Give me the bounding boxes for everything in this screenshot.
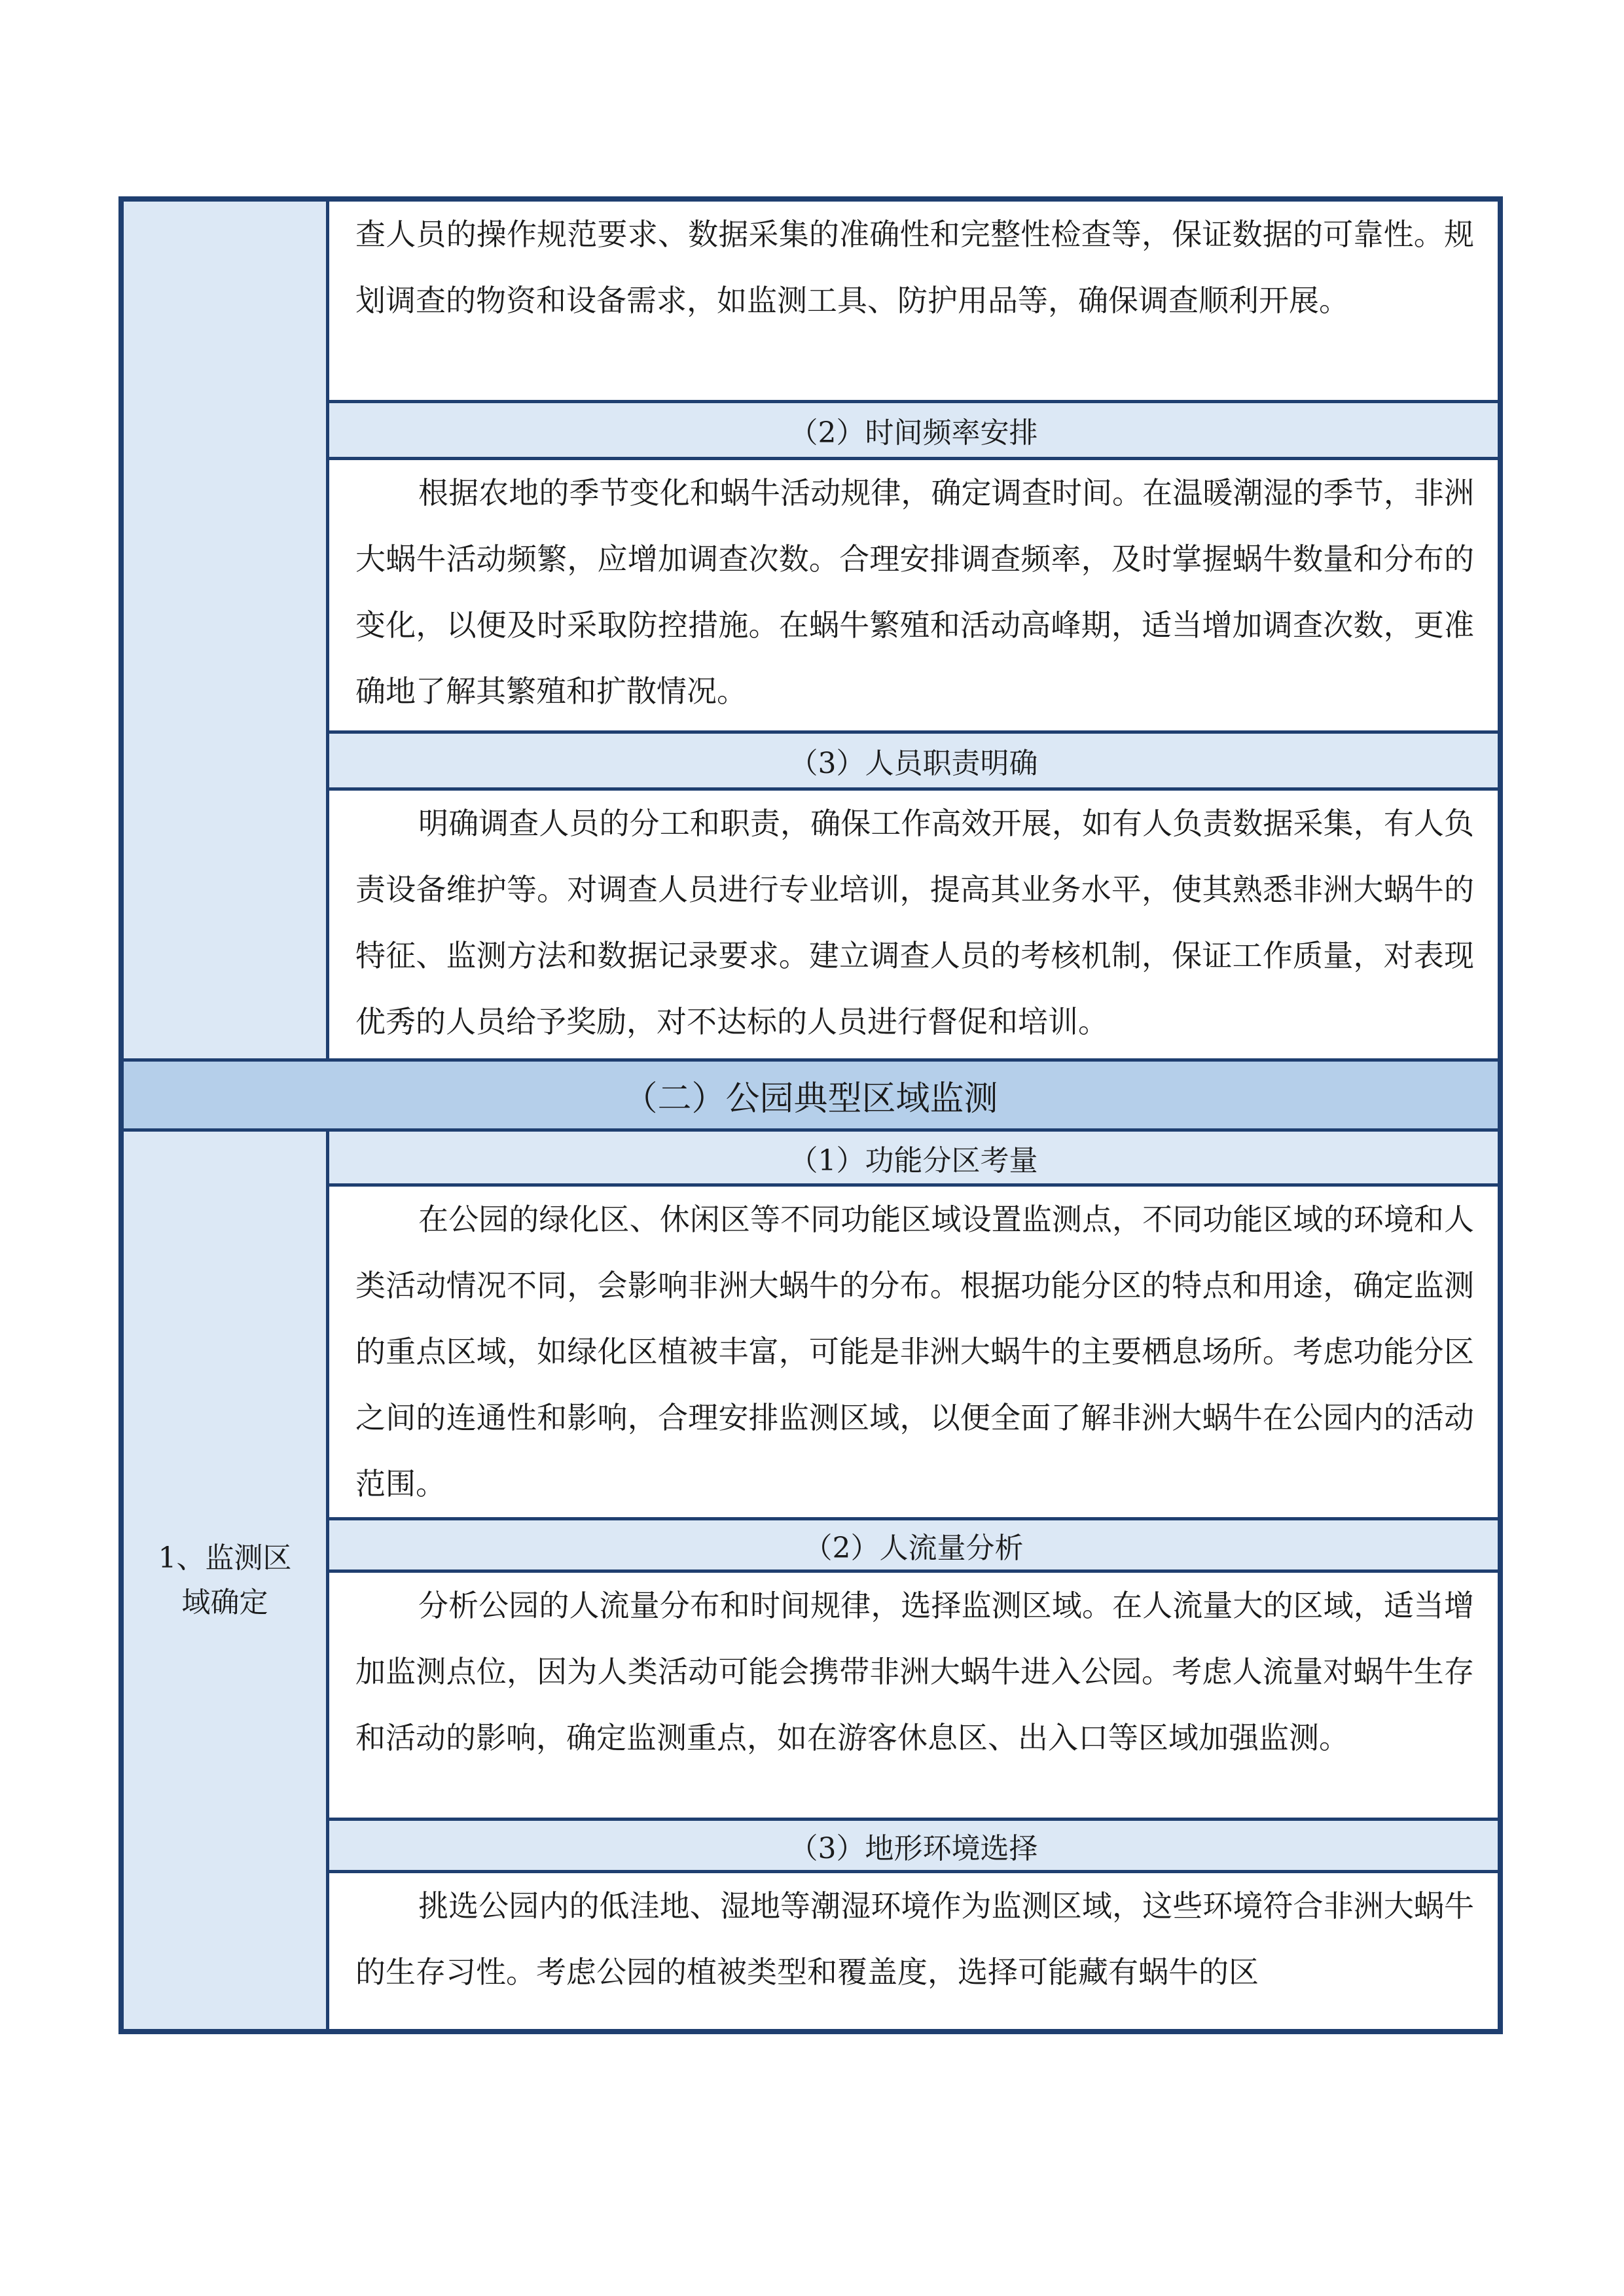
row2-left-label: 1、监测区域确定	[158, 1541, 292, 1619]
paragraph-functional-zones: 在公园的绿化区、休闲区等不同功能区域设置监测点，不同功能区域的环境和人类活动情况不同，会影响非洲大蜗牛的分布。根据功能分区的特点和用途，确定监测的重点区域，如绿化区植被丰富，可能是非洲大蜗牛的主要栖息场所。考虑功能分区之间的连通性和影响，合理安排监测区域，以便全面了解非洲大蜗牛在公园内的活动范围。	[355, 1202, 1474, 1502]
paragraph-visitor-flow: 分析公园的人流量分布和时间规律，选择监测区域。在人流量大的区域，适当增加监测点位，因为人类活动可能会携带非洲大蜗牛进入公园。考虑人流量对蜗牛生存和活动的影响，确定监测重点，如在游客休息区、出入口等区域加强监测。	[355, 1587, 1474, 1755]
paragraph-time-frequency: 根据农地的季节变化和蜗牛活动规律，确定调查时间。在温暖潮湿的季节，非洲大蜗牛活动频繁，应增加调查次数。合理安排调查频率，及时掌握蜗牛数量和分布的变化，以便及时采取防控措施。在蜗牛繁殖和活动高峰期，适当增加调查次数，更准确地了解其繁殖和扩散情况。	[355, 475, 1474, 709]
monitoring-plan-table	[118, 196, 1503, 2034]
row2-left-cell	[124, 1132, 329, 2029]
continued-paragraph: 查人员的操作规范要求、数据采集的准确性和完整性检查等，保证数据的可靠性。规划调查的物资和设备需求，如监测工具、防护用品等，确保调查顺利开展。	[355, 217, 1474, 318]
row1-right-cell	[329, 202, 1498, 1058]
section-title-park-monitoring: （二）公园典型区域监测	[124, 1058, 1498, 1132]
row2-right-cell	[329, 1132, 1498, 2029]
paragraph-terrain: 挑选公园内的低洼地、湿地等潮湿环境作为监测区域，这些环境符合非洲大蜗牛的生存习性。考虑公园的植被类型和覆盖度，选择可能藏有蜗牛的区	[355, 1888, 1474, 1990]
subheading-time-frequency: （2）时间频率安排	[329, 400, 1498, 460]
paragraph-staff-duties: 明确调查人员的分工和职责，确保工作高效开展，如有人负责数据采集，有人负责设备维护等。对调查人员进行专业培训，提高其业务水平，使其熟悉非洲大蜗牛的特征、监测方法和数据记录要求。建立调查人员的考核机制，保证工作质量，对表现优秀的人员给予奖励，对不达标的人员进行督促和培训。	[355, 806, 1474, 1039]
subheading-visitor-flow: （2）人流量分析	[329, 1517, 1498, 1573]
row1-left-cell	[124, 202, 329, 1058]
subheading-functional-zones: （1）功能分区考量	[329, 1132, 1498, 1187]
subheading-terrain: （3）地形环境选择	[329, 1818, 1498, 1873]
subheading-staff-duties: （3）人员职责明确	[329, 730, 1498, 791]
